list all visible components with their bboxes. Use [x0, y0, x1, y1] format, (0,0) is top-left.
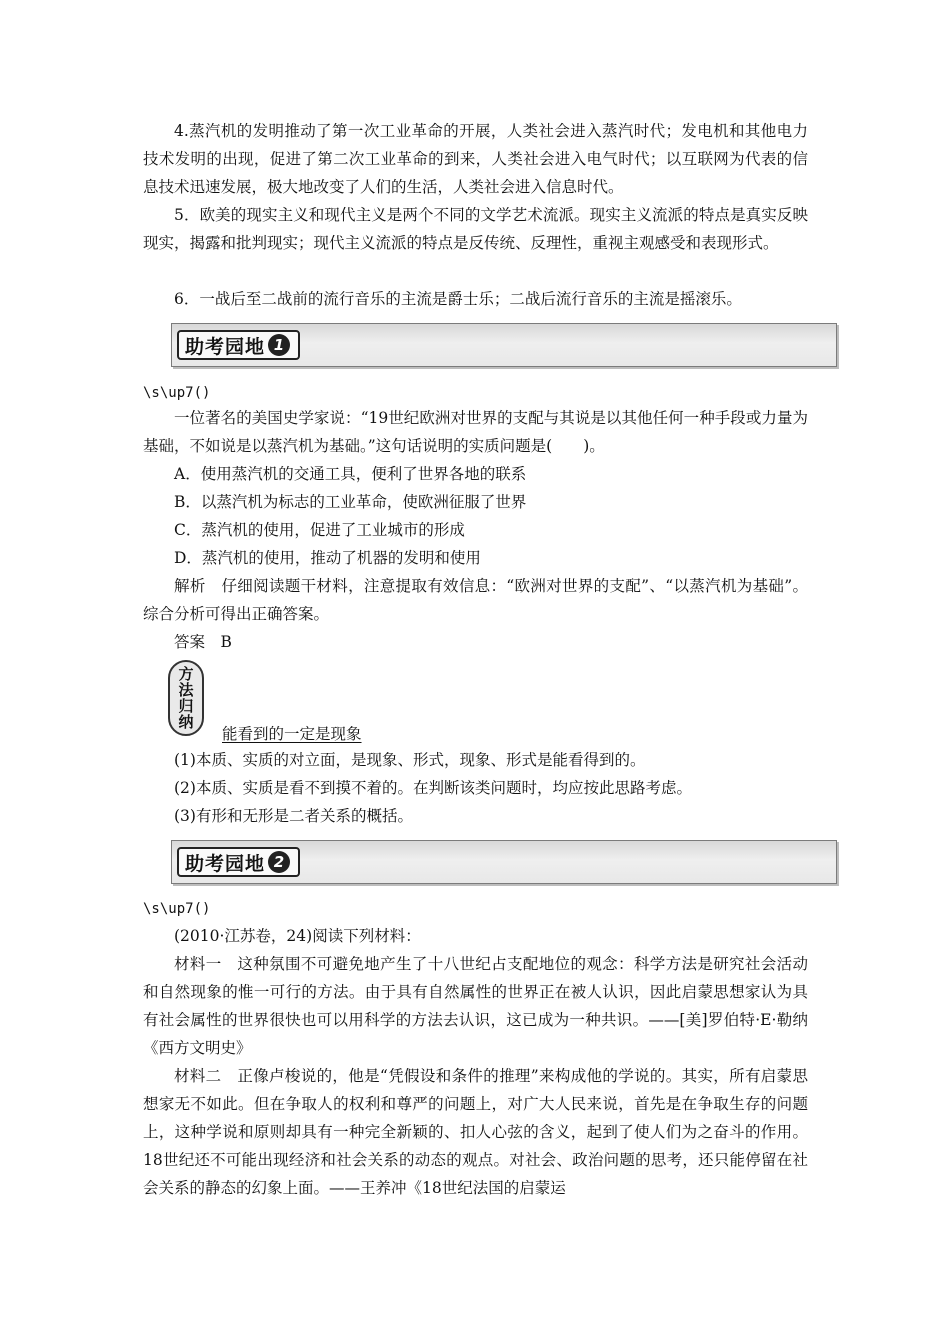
banner-number-icon: 2 [268, 851, 290, 873]
question-stem: 一位著名的美国史学家说：“19世纪欧洲对世界的支配与其说是以其他任何一种手段或力量为基础，不如说是以蒸汽机为基础。”这句话说明的实质问题是( )。 [143, 409, 808, 455]
method-badge-label: 方法归纳 [176, 666, 195, 730]
banner-label-2 [177, 847, 300, 877]
banner-label-1 [177, 330, 300, 360]
material-one: 材料一 这种氛围不可避免地产生了十八世纪占支配地位的观念：科学方法是研究社会活动和自然现象的惟一可行的方法。由于具有自然属性的世界正在被人认识，因此启蒙思想家认为具有社会属性的世界很快也可以用科学的方法去认识，这已成为一种共识。——[美]罗伯特·E·勒纳《西方文明史》 [143, 955, 808, 1057]
paragraph-item-5: 5．欧美的现实主义和现代主义是两个不同的文学艺术流派。现实主义流派的特点是真实反映现实，揭露和批判现实；现代主义流派的特点是反传统、反理性，重视主观感受和表现形式。 [143, 206, 808, 252]
raw-markup-text: \s\up7() [143, 385, 211, 401]
method-point-3: (3)有形和无形是二者关系的概括。 [174, 807, 413, 825]
banner-number-icon: 1 [268, 334, 290, 356]
banner-title: 助考园地 [185, 335, 266, 358]
option-b: B．以蒸汽机为标志的工业革命，使欧洲征服了世界 [174, 493, 527, 511]
option-a: A．使用蒸汽机的交通工具，便利了世界各地的联系 [174, 465, 527, 483]
banner-title: 助考园地 [185, 852, 266, 875]
section-banner-1 [171, 323, 837, 367]
material-two: 材料二 正像卢梭说的，他是“凭假设和条件的推理”来构成他的学说的。其实，所有启蒙思想家无不如此。但在争取人的权利和尊严的问题上，对广大人民来说，首先是在争取生存的问题上，这种学说和原则却具有一种完全新颖的、扣人心弦的含义，起到了使人们为之奋斗的作用。18世纪还不可能出现经济和社会关系的动态的观点。对社会、政治问题的思考，还只能停留在社会关系的静态的幻象上面。——王养冲《18世纪法国的启蒙运 [143, 1067, 808, 1197]
question-source: (2010·江苏卷，24)阅读下列材料： [174, 927, 421, 945]
paragraph-item-6: 6．一战后至二战前的流行音乐的主流是爵士乐；二战后流行音乐的主流是摇滚乐。 [174, 290, 742, 308]
method-summary-badge-icon [168, 660, 204, 736]
analysis-text: 解析 仔细阅读题干材料，注意提取有效信息：“欧洲对世界的支配”、“以蒸汽机为基础”。综合分析可得出正确答案。 [143, 577, 808, 623]
section-banner-2 [171, 840, 837, 884]
paragraph-item-4: 4.蒸汽机的发明推动了第一次工业革命的开展，人类社会进入蒸汽时代；发电机和其他电力技术发明的出现，促进了第二次工业革命的到来，人类社会进入电气时代；以互联网为代表的信息技术迅速发展，极大地改变了人们的生活，人类社会进入信息时代。 [143, 122, 808, 196]
raw-markup-text: \s\up7() [143, 901, 211, 917]
method-point-1: (1)本质、实质的对立面，是现象、形式，现象、形式是能看得到的。 [174, 751, 646, 769]
method-point-2: (2)本质、实质是看不到摸不着的。在判断该类问题时，均应按此思路考虑。 [174, 779, 692, 797]
answer-text: 答案 B [174, 633, 232, 651]
option-c: C．蒸汽机的使用，促进了工业城市的形成 [174, 521, 465, 539]
method-title: 能看到的一定是现象 [222, 725, 362, 743]
option-d: D．蒸汽机的使用，推动了机器的发明和使用 [174, 549, 481, 567]
